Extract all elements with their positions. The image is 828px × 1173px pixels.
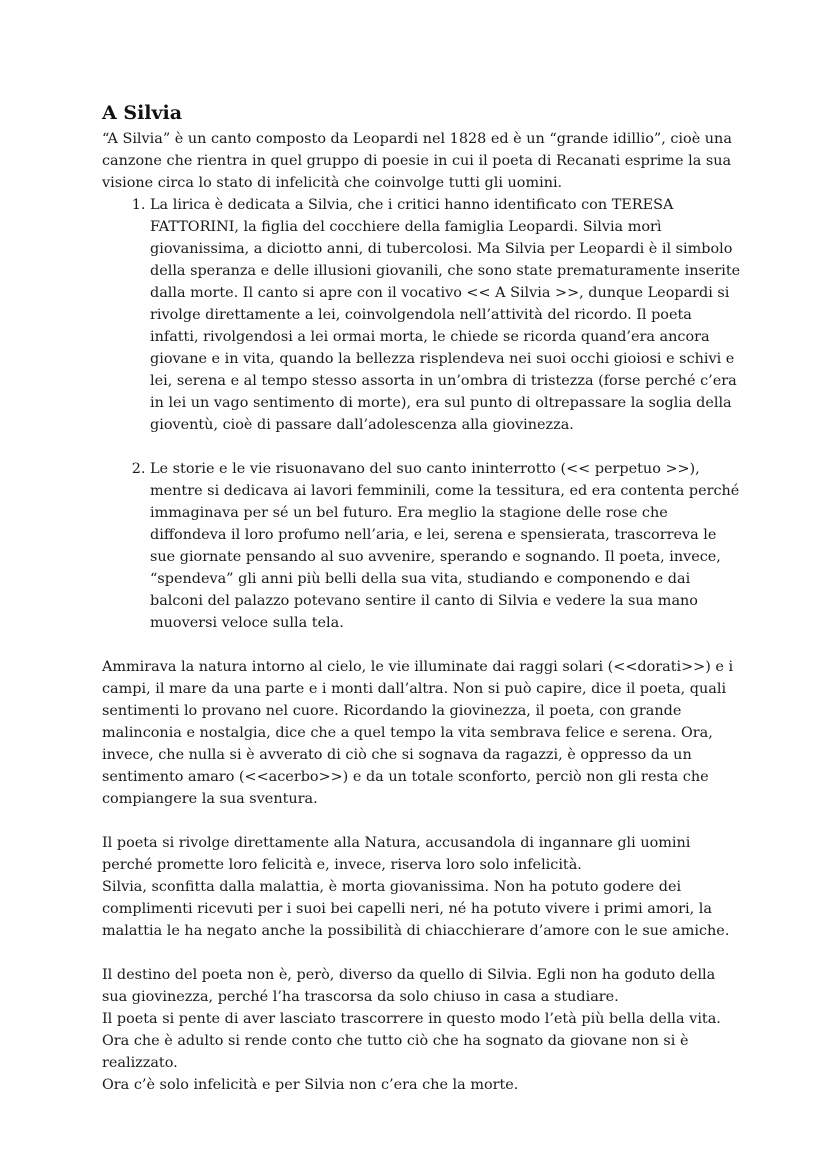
body-paragraph: Il poeta si rivolge direttamente alla Natura, accusandola di ingannare gli uomini perché promette loro felicità e, invece, riserva loro solo infelicità. xyxy=(102,835,691,873)
body-paragraph: Il destino del poeta non è, però, diverso da quello di Silvia. Egli non ha goduto della sua giovinezza, perché l’ha trascorsa da solo chiuso in casa a studiare. xyxy=(102,967,716,1005)
spacer xyxy=(102,810,742,832)
body-paragraph: Il poeta si pente di aver lasciato trascorrere in questo modo l’età più bella della vita. xyxy=(102,1011,721,1027)
document-body xyxy=(102,100,742,1096)
spacer xyxy=(150,436,742,458)
list-item: 2. Le storie e le vie risuonavano del suo canto ininterrotto (<< perpetuo >>), mentre si dedicava ai lavori femminili, come la tessitura, ed era contenta perché immaginava per sé un bel futuro. Era meglio la stagione delle rose che diffondeva il loro profumo nell’aria, e lei, serena e spensierata, trascorreva le sue giornate pensando al suo avvenire, sperando e sognando. Il poeta, invece, “spendeva” gli anni più belli della sua vita, studiando e componendo e dai balconi del palazzo potevano sentire il canto di Silvia e vedere la sua mano muoversi veloce sulla tela. xyxy=(150,458,742,634)
spacer xyxy=(102,634,742,656)
body-paragraph: Silvia, sconfitta dalla malattia, è morta giovanissima. Non ha potuto godere dei complimenti ricevuti per i suoi bei capelli neri, né ha potuto vivere i primi amori, la malattia le ha negato anche la possibilità di chiacchierare d’amore con le sue amiche. xyxy=(102,879,730,939)
list-item: 1. La lirica è dedicata a Silvia, che i critici hanno identificato con TERESA FATTORINI, la figlia del cocchiere della famiglia Leopardi. Silvia morì giovanissima, a diciotto anni, di tubercolosi. Ma Silvia per Leopardi è il simbolo della speranza e delle illusioni giovanili, che sono state prematuramente inserite dalla morte. Il canto si apre con il vocativo << A Silvia >>, dunque Leopardi si rivolge direttamente a lei, coinvolgendola nell’attività del ricordo. Il poeta infatti, rivolgendosi a lei ormai morta, le chiede se ricorda quand’era ancora giovane e in vita, quando la bellezza risplendeva nei suoi occhi gioiosi e schivi e lei, serena e al tempo stesso assorta in un’ombra di tristezza (forse perché c’era in lei un vago sentimento di morte), era sul punto di oltrepassare la soglia della gioventù, cioè di passare dall’adolescenza alla giovinezza. xyxy=(150,194,742,436)
spacer xyxy=(102,942,742,964)
body-paragraph: Ammirava la natura intorno al cielo, le vie illuminate dai raggi solari (<<dorati>>) e i campi, il mare da una parte e i monti dall’altra. Non si può capire, dice il poeta, quali sentimenti lo provano nel cuore. Ricordando la giovinezza, il poeta, con grande malinconia e nostalgia, dice che a quel tempo la vita sembrava felice e serena. Ora, invece, che nulla si è avverato di ciò che si sognava da ragazzi, è oppresso da un sentimento amaro (<<acerbo>>) e da un totale sconforto, perciò non gli resta che compiangere la sua sventura. xyxy=(102,659,734,807)
intro-paragraph: “A Silvia” è un canto composto da Leopardi nel 1828 ed è un “grande idillio”, cioè una canzone che rientra in quel gruppo di poesie in cui il poeta di Recanati esprime la sua visione circa lo stato di infelicità che coinvolge tutti gli uomini. xyxy=(102,131,732,191)
document-title: A Silvia xyxy=(102,102,183,124)
numbered-list xyxy=(102,194,742,634)
body-paragraph: Ora c’è solo infelicità e per Silvia non c’era che la morte. xyxy=(102,1077,519,1093)
body-paragraph: Ora che è adulto si rende conto che tutto ciò che ha sognato da giovane non si è realizzato. xyxy=(102,1033,689,1071)
